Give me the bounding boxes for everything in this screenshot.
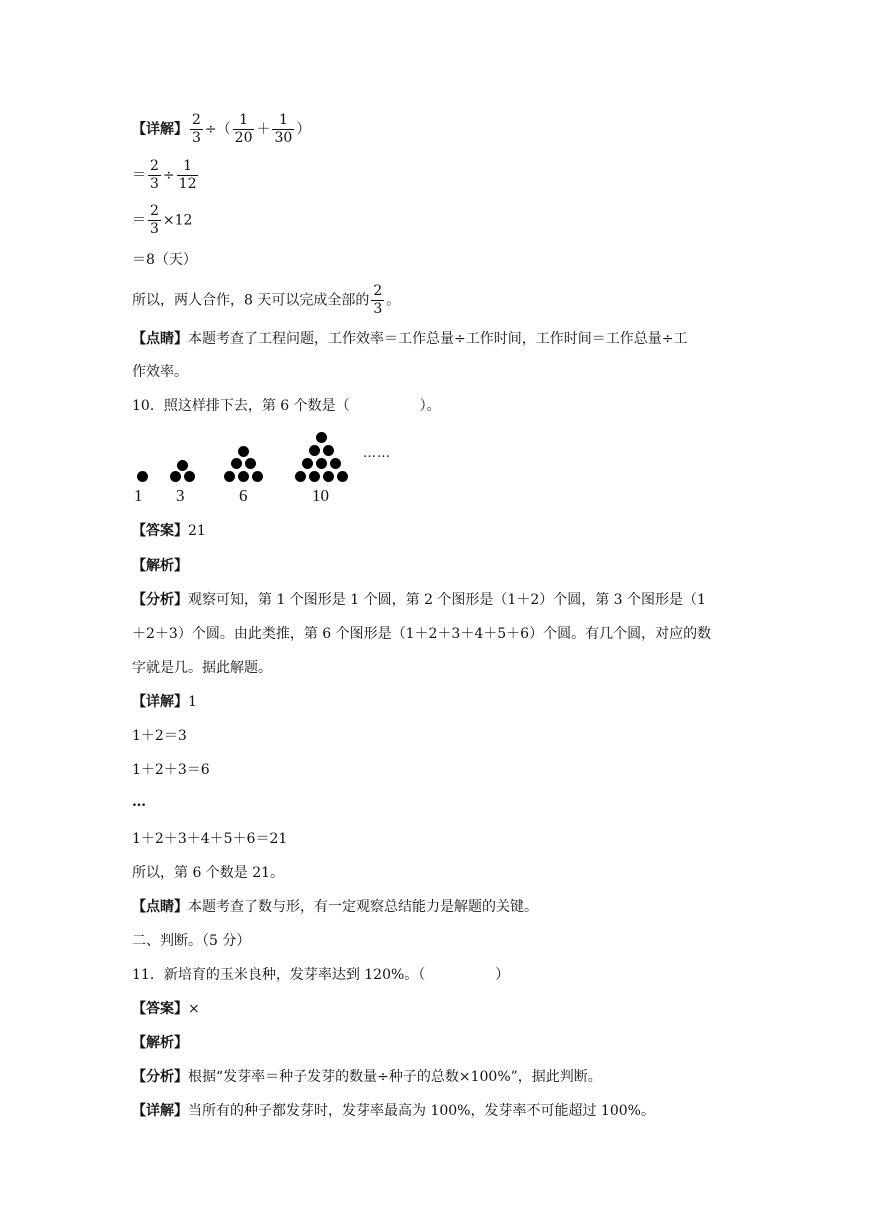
dot — [309, 471, 320, 482]
dot — [330, 458, 341, 469]
dot — [170, 471, 181, 482]
q9-detail-line2 — [132, 158, 200, 193]
detail-tag: 【详解】 — [132, 694, 188, 710]
dot — [184, 471, 195, 482]
answer-tag: 【答案】 — [132, 1001, 188, 1017]
figure-label: 10 — [312, 486, 329, 505]
fraction: $\frac{1}{20}$ — [234, 112, 253, 146]
detail-tag: 【详解】 — [132, 1103, 188, 1119]
q9-comment-line2: 作效率。 — [132, 364, 188, 380]
equals-sign: ＝ — [132, 212, 146, 229]
q10-detail-line4: … — [132, 794, 146, 810]
comment-text: 本题考查了工程问题，工作效率＝工作总量÷工作时间，工作时间＝工作总量÷工 — [188, 331, 688, 347]
dot — [295, 471, 306, 482]
conclusion-text: 所以，两人合作，8 天可以完成全部的 — [132, 292, 370, 309]
operator: ÷（ — [204, 121, 231, 138]
answer-value: 21 — [188, 523, 206, 539]
dot — [231, 458, 242, 469]
q10-analysis-line1 — [132, 590, 706, 610]
question-suffix: ） — [495, 967, 510, 983]
operator: ×12 — [162, 212, 193, 229]
q10-analysis-line3: 字就是几。据此解题。 — [132, 660, 272, 676]
dot — [245, 458, 256, 469]
dot — [309, 445, 320, 456]
q11-analysis — [132, 1067, 602, 1087]
q9-detail-line1 — [132, 112, 310, 147]
equals-sign: ＝ — [132, 167, 146, 184]
ellipsis: …… — [363, 446, 391, 461]
dot — [238, 446, 249, 457]
dot — [238, 471, 249, 482]
q10-analysis-line2: ＋2＋3）个圆。由此类推，第 6 个图形是（1＋2＋3＋4＋5＋6）个圆。有几个圆，对应的数 — [132, 626, 712, 642]
q11-analysis-tag: 【解析】 — [132, 1035, 188, 1051]
fraction: $\frac{2}{3}$ — [150, 158, 159, 192]
operator: ） — [296, 121, 311, 138]
q11-detail — [132, 1101, 655, 1121]
dot — [137, 471, 148, 482]
q10-detail-line2: 1＋2＝3 — [132, 728, 187, 744]
dot — [323, 471, 334, 482]
detail-text: 当所有的种子都发芽时，发芽率最高为 100%，发芽率不可能超过 100%。 — [188, 1103, 655, 1119]
dot — [323, 445, 334, 456]
dot — [177, 460, 188, 471]
fraction: $\frac{1}{30}$ — [274, 112, 293, 146]
q9-conclusion — [132, 283, 400, 318]
dot — [252, 471, 263, 482]
operator: ＋ — [256, 121, 271, 138]
dot — [337, 471, 348, 482]
comment-tag: 【点睛】 — [132, 331, 188, 347]
q9-comment-line1 — [132, 329, 687, 349]
dot-triangle-figure — [132, 430, 412, 510]
answer-value: × — [188, 1001, 200, 1017]
q11-answer — [132, 999, 200, 1019]
fraction: $\frac{2}{3}$ — [192, 112, 201, 146]
detail-tag: 【详解】 — [132, 121, 188, 138]
dot — [224, 471, 235, 482]
figure-label: 3 — [176, 486, 185, 505]
q10-answer — [132, 521, 206, 541]
analysis-text: 根据“发芽率＝种子发芽的数量÷种子的总数×100%”，据此判断。 — [188, 1069, 602, 1085]
detail-text: 1 — [188, 694, 197, 710]
dot — [302, 458, 313, 469]
question-text: 11．新培育的玉米良种，发芽率达到 120%。（ — [132, 967, 426, 983]
q10-detail-line1 — [132, 692, 197, 712]
figure-label: 1 — [134, 486, 143, 505]
question-suffix: ）。 — [419, 398, 441, 414]
q10-conclusion: 所以，第 6 个数是 21。 — [132, 865, 285, 881]
analysis-text: 观察可知，第 1 个图形是 1 个圆，第 2 个图形是（1＋2）个圆，第 3 个图形是（1 — [188, 592, 706, 608]
section-heading: 二、判断。（5 分） — [132, 933, 251, 949]
q10-question — [132, 396, 441, 416]
q10-comment — [132, 897, 538, 917]
q11-question — [132, 965, 509, 985]
q10-detail-line5: 1＋2＋3＋4＋5＋6＝21 — [132, 831, 288, 847]
figure-label: 6 — [239, 486, 248, 505]
analysis-tag: 【分析】 — [132, 592, 188, 608]
fraction: $\frac{2}{3}$ — [373, 283, 383, 317]
comment-tag: 【点睛】 — [132, 899, 188, 915]
q10-detail-line3: 1＋2＋3＝6 — [132, 762, 210, 778]
fraction: $\frac{2}{3}$ — [150, 203, 159, 237]
fraction: $\frac{1}{12}$ — [178, 158, 197, 192]
q9-detail-line3 — [132, 203, 192, 238]
dot — [316, 432, 327, 443]
analysis-tag: 【分析】 — [132, 1069, 188, 1085]
period: 。 — [386, 292, 401, 309]
question-text: 10．照这样排下去，第 6 个数是（ — [132, 398, 350, 414]
answer-tag: 【答案】 — [132, 523, 188, 539]
dot — [316, 458, 327, 469]
q9-detail-line4: ＝8（天） — [132, 252, 197, 268]
q10-analysis-tag: 【解析】 — [132, 558, 188, 574]
comment-text: 本题考查了数与形，有一定观察总结能力是解题的关键。 — [188, 899, 538, 915]
operator: ÷ — [162, 167, 175, 184]
